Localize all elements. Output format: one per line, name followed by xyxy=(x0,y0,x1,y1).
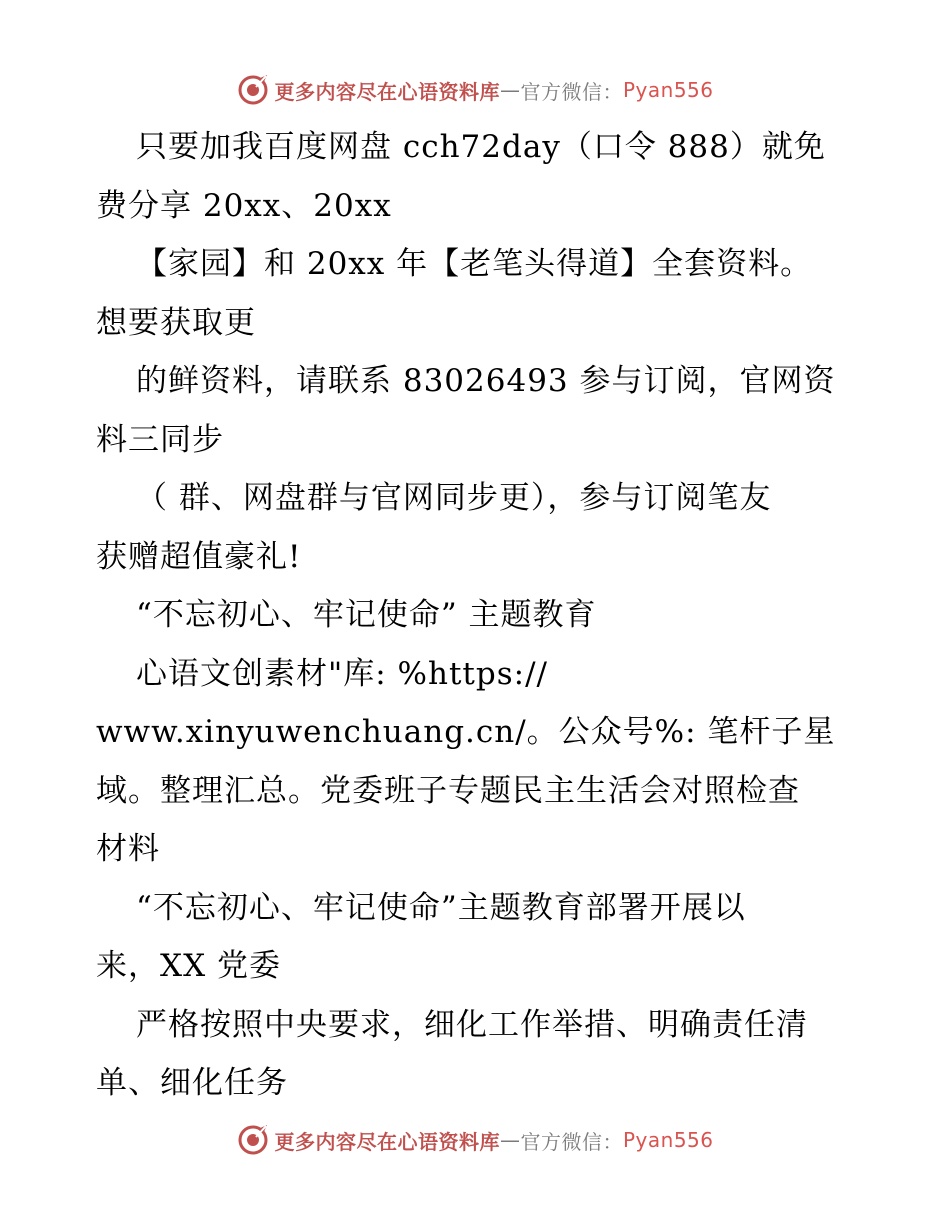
text-line: 严格按照中央要求，细化工作举措、明确责任清 xyxy=(136,1006,808,1043)
text-line: “不忘初心、牢记使命”主题教育部署开展以 xyxy=(136,889,746,926)
banner-wechat-id: Pyan556 xyxy=(622,1128,714,1152)
logo-icon xyxy=(236,73,270,107)
banner-dash: — xyxy=(499,78,521,102)
header-banner xyxy=(0,70,950,110)
logo-icon xyxy=(236,1123,270,1157)
text-line: 的鲜资料，请联系 83026493 参与订阅，官网资 xyxy=(136,363,836,399)
text-line: 只要加我百度网盘 cch72day（口令 888）就免 xyxy=(136,129,826,165)
banner-main-text: 更多内容尽在心语资料库 xyxy=(274,79,500,104)
footer-banner xyxy=(0,1120,950,1160)
banner-main-text: 更多内容尽在心语资料库 xyxy=(274,1129,500,1154)
text-line: 心语文创素材"库: %https:// xyxy=(136,655,548,692)
text-line: 域。整理汇总。党委班子专题民主生活会对照检查 xyxy=(96,772,800,809)
text-line: 料三同步 xyxy=(96,421,224,458)
banner-dash: — xyxy=(499,1128,521,1152)
text-line: www.xinyuwenchuang.cn/。公众号%: 笔杆子星 xyxy=(96,714,836,750)
text-line: 单、细化任务 xyxy=(96,1065,288,1101)
banner-wechat-label: 官方微信： xyxy=(520,79,623,104)
text-line: 费分享 20xx、20xx xyxy=(96,187,392,224)
text-line: “不忘初心、牢记使命” 主题教育 xyxy=(136,597,597,633)
text-line: 【家园】和 20xx 年【老笔头得道】全套资料。 xyxy=(136,246,813,282)
document-body xyxy=(96,118,856,1113)
text-line: 材料 xyxy=(96,831,160,867)
text-line: 想要获取更 xyxy=(96,304,256,341)
text-line: 来，XX 党委 xyxy=(96,948,281,984)
banner-wechat-id: Pyan556 xyxy=(622,78,714,102)
banner-wechat-label: 官方微信： xyxy=(520,1129,623,1154)
text-line: 获赠超值豪礼! xyxy=(96,538,302,575)
text-line: （ 群、网盘群与官网同步更），参与订阅笔友 xyxy=(136,480,772,516)
